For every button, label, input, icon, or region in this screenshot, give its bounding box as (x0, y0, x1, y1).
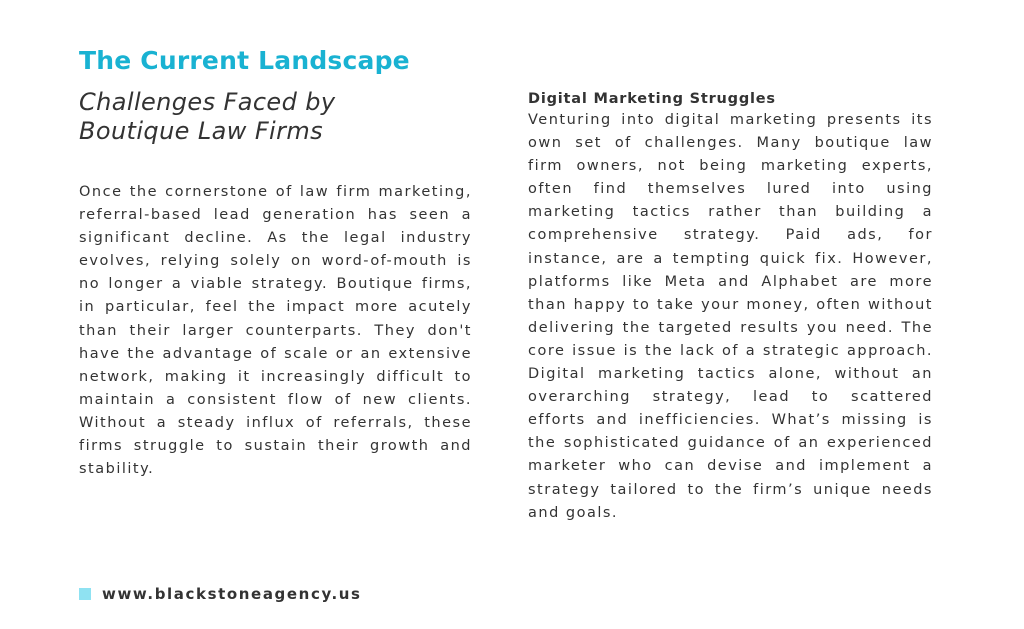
right-heading: Digital Marketing Struggles (528, 91, 776, 107)
right-column (528, 89, 933, 525)
right-paragraph: Venturing into digital marketing presents its own set of challenges. Many boutique law firm owners, not being marketing experts, often find themselves lured into using marketing tactics rather than building a comprehensive strategy. Paid ads, for instance, are a tempting quick fix. However, platforms like Meta and Alphabet are more than happy to take your money, often without delivering the targeted results you need. The core issue is the lack of a strategic approach. Digital marketing tactics alone, without an overarching strategy, lead to scattered efforts and inefficiencies. What’s missing is the sophisticated guidance of an experienced marketer who can devise and implement a strategy tailored to the firm’s unique needs and goals. (528, 112, 933, 521)
left-paragraph: Once the cornerstone of law firm marketing, referral-based lead generation has seen a significant decline. As the legal industry evolves, relying solely on word-of-mouth is no longer a viable strategy. Boutique firms, in particular, feel the impact more acutely than their larger counterparts. They don't have the advantage of scale or an extensive network, making it increasingly difficult to maintain a consistent flow of new clients. Without a steady influx of referrals, these firms struggle to sustain their growth and stability. (79, 184, 472, 478)
left-column (79, 44, 472, 481)
footer-url-link[interactable]: www.blackstoneagency.us (102, 585, 362, 603)
subtitle-line-2: Boutique Law Firms (79, 117, 324, 145)
page-subtitle (79, 88, 472, 146)
section-title: The Current Landscape (79, 46, 410, 75)
footer (79, 585, 362, 603)
footer-square-icon (79, 588, 91, 600)
subtitle-line-1: Challenges Faced by (79, 88, 336, 116)
